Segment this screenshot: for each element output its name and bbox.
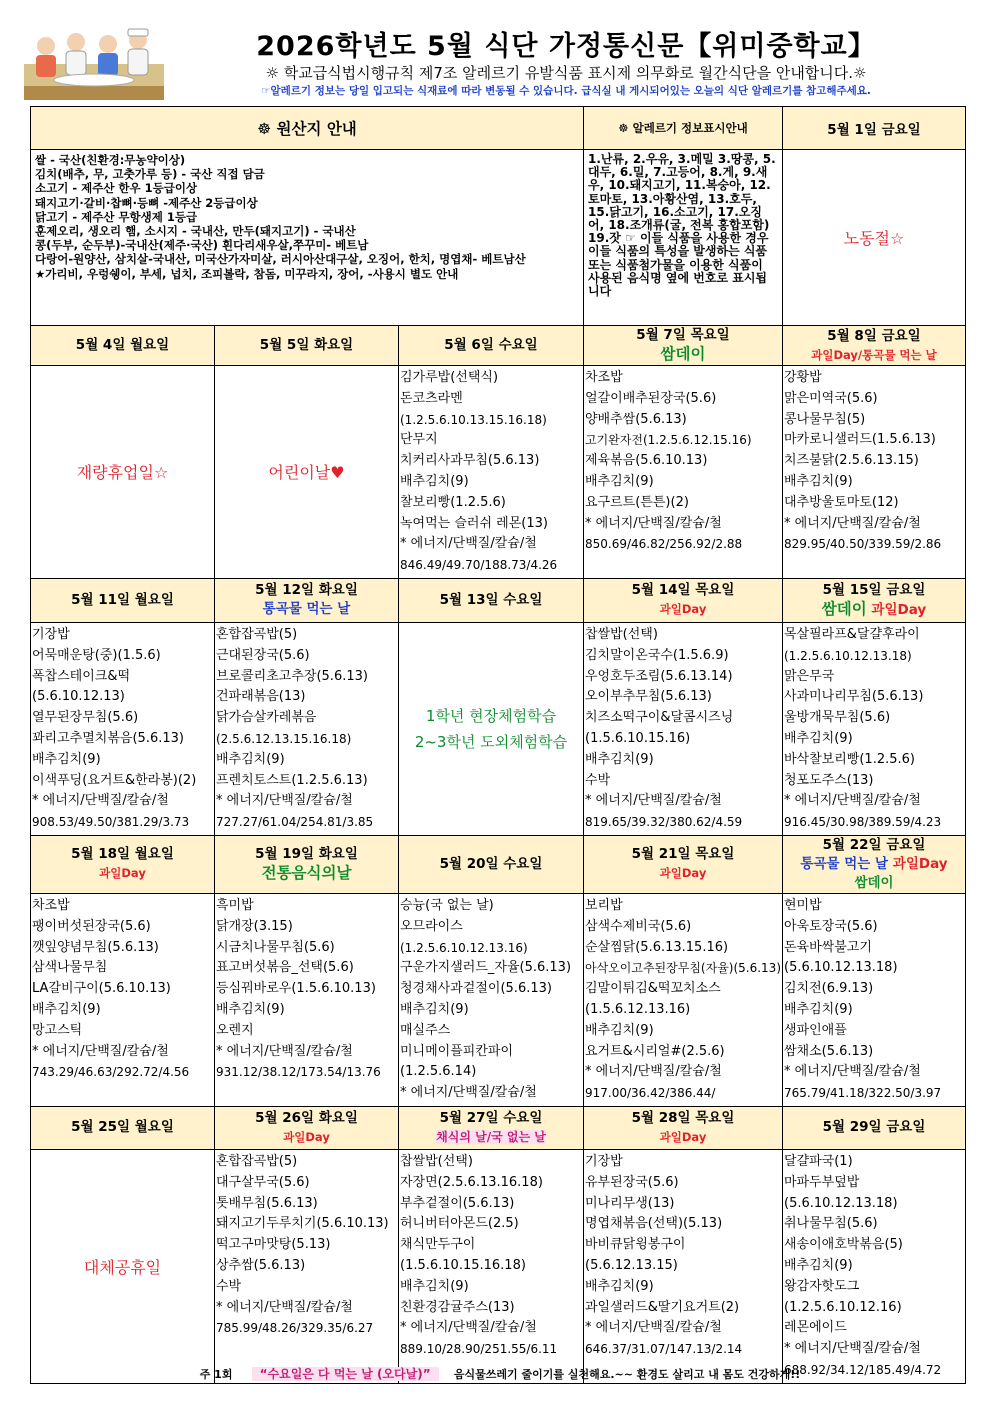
day-date: 5월 18일 월요일 — [71, 846, 174, 863]
allergy-heading: ☸ 알레르기 정보표시안내 — [584, 107, 783, 150]
menu-item: 현미밥 — [784, 897, 822, 913]
menu-item: 부추겉절이(5.6.13) — [400, 1195, 515, 1211]
menu-item: 우엉호두조림(5.6.13.14) — [585, 668, 733, 684]
menu-item: 망고스틱 — [32, 1022, 83, 1038]
menu-item: 표고버섯볶음_선택(5.6) — [216, 960, 354, 976]
origin-line: 쌀 - 국산(친환경:무농약이상) — [35, 153, 186, 167]
menu-item: 허니버터아몬드(2.5) — [400, 1216, 519, 1232]
menu-item: LA갈비구이(5.6.10.13) — [32, 981, 171, 997]
day-header — [31, 835, 215, 893]
holiday-cell — [215, 366, 399, 579]
menu-item: 688.92/34.12/185.49/4.72 — [784, 1362, 942, 1377]
day-date: 5월 28일 목요일 — [631, 1109, 735, 1126]
menu-cell — [31, 622, 215, 835]
day-tag: 쌈데이 — [854, 874, 894, 891]
menu-item: 맑은무국 — [784, 668, 835, 684]
menu-item: 찰보리빵(1.2.5.6) — [400, 494, 506, 510]
menu-item: * 에너지/단백질/칼슘/철 — [585, 1320, 722, 1336]
menu-item: 강황밥 — [784, 370, 822, 385]
menu-item: 꽈리고추멸치볶음(5.6.13) — [32, 730, 184, 746]
day-tag: 과일Day — [659, 866, 707, 881]
menu-item: 889.10/28.90/251.55/6.11 — [400, 1342, 558, 1357]
menu-item: 908.53/49.50/381.29/3.73 — [32, 815, 190, 830]
day-date: 5월 11일 월요일 — [71, 591, 174, 608]
holiday-cell: 노동절☆ — [783, 150, 966, 326]
menu-item: 새송이애호박볶음(5) — [784, 1237, 903, 1253]
menu-item: 닭개장(3.15) — [216, 918, 293, 934]
menu-cell — [584, 366, 783, 579]
menu-cell — [399, 366, 584, 579]
menu-item: 850.69/46.82/256.92/2.88 — [585, 537, 743, 552]
day-tag: 전통음식의날 — [261, 863, 352, 882]
menu-item: * 에너지/단백질/칼슘/철 — [585, 515, 722, 531]
day-date: 5월 21일 목요일 — [631, 846, 735, 863]
menu-item: 보리밥 — [585, 897, 623, 913]
menu-item: 오이부추무침(5.6.13) — [585, 689, 712, 705]
menu-item: 배추김치(9) — [784, 730, 853, 746]
menu-item: 배추김치(9) — [400, 1001, 469, 1017]
menu-item: (1.2.5.6.10.13.15.16.18) — [400, 412, 547, 427]
menu-item: 청포도주스(13) — [784, 772, 874, 788]
day-tag: 과일Day — [659, 602, 707, 617]
menu-item: 돈코츠라멘 — [400, 390, 463, 406]
menu-item: 자장면(2.5.6.13.16.18) — [400, 1174, 543, 1190]
menu-item: 명엽채볶음(선택)(5.13) — [585, 1216, 723, 1232]
day-header — [399, 326, 584, 366]
menu-item: 727.27/61.04/254.81/3.85 — [216, 815, 374, 830]
day-header — [584, 1106, 783, 1149]
day-tag: 과일Day — [283, 1129, 330, 1144]
menu-item: 배추김치(9) — [585, 1022, 654, 1038]
menu-item: 요구르트(튼튼)(2) — [585, 494, 689, 510]
menu-item: 맑은미역국(5.6) — [784, 390, 878, 406]
menu-item: (2.5.6.12.13.15.16.18) — [216, 731, 352, 746]
menu-item: 배추김치(9) — [216, 1001, 285, 1017]
menu-cell — [399, 893, 584, 1106]
origin-line: 돼지고기·갈비·찹뼈·등뼈 -제주산 2등급이상 — [35, 195, 258, 210]
menu-item: 팽이버섯된장국(5.6) — [32, 918, 151, 934]
holiday-cell — [31, 366, 215, 579]
menu-item: 삼색나물무침 — [32, 960, 108, 976]
menu-item: 바삭찰보리빵(1.2.5.6) — [784, 751, 915, 767]
menu-item: 배추김치(9) — [32, 751, 101, 767]
origin-line: 다랑어-원양산, 삼치살-국내산, 미국산가자미살, 러시아산대구살, 오징어, 한치, 명엽채- 베트남산 — [35, 252, 526, 267]
day-header — [31, 578, 215, 622]
menu-item: 646.37/31.07/147.13/2.14 — [585, 1342, 743, 1357]
menu-item: 목살필라프&달걀후라이 — [784, 626, 920, 642]
menu-item: (1.2.5.6.10.12.16) — [784, 1299, 902, 1315]
menu-item: 등심꿔바로우(1.5.6.10.13) — [216, 981, 376, 997]
allergy-notice: ☼ 학교급식법시행규칙 제7조 알레르기 유발식품 표시제 의무화로 월간식단을 안내합니다.☼ — [265, 64, 867, 82]
menu-item: 찹쌀밥(선택) — [585, 626, 658, 642]
day-tag: 통곡물 먹는 날 — [800, 855, 889, 872]
day-header — [399, 1106, 584, 1149]
menu-item: 톳배무침(5.6.13) — [216, 1195, 318, 1211]
menu-item: * 에너지/단백질/칼슘/철 — [216, 793, 353, 809]
menu-item: (1.5.6.10.15.16) — [585, 730, 691, 746]
menu-item: 돈육바싹불고기 — [784, 939, 872, 955]
day-header — [584, 326, 783, 366]
menu-item: 유부된장국(5.6) — [585, 1174, 679, 1190]
menu-item: (1.5.6.10.15.16.18) — [400, 1257, 526, 1273]
menu-item: * 에너지/단백질/칼슘/철 — [784, 515, 921, 531]
menu-item: 흑미밥 — [216, 897, 254, 913]
menu-item: 배추김치(9) — [400, 473, 469, 489]
day-header — [584, 835, 783, 893]
day-date: 5월 6일 수요일 — [444, 337, 538, 353]
menu-item: 917.00/36.42/386.44/ — [585, 1086, 716, 1101]
menu-cell — [215, 622, 399, 835]
menu-item: 어묵매운탕(중)(1.5.6) — [32, 647, 161, 663]
day-header — [399, 835, 584, 893]
day-tag: 과일Day — [659, 1129, 707, 1144]
day-date: 5월 25일 월요일 — [71, 1119, 174, 1136]
menu-item: 배추김치(9) — [784, 473, 853, 489]
menu-item: 기장밥 — [32, 626, 70, 642]
menu-item: 바비큐닭윙봉구이 — [585, 1237, 686, 1253]
day-header — [783, 578, 966, 622]
menu-item: 울방개묵무침(5.6) — [784, 710, 891, 726]
menu-item: 마파두부덮밥 — [784, 1174, 860, 1190]
menu-item: 삼색수제비국(5.6) — [585, 918, 692, 934]
menu-item: (1.5.6.12.13.16) — [585, 1001, 691, 1017]
cafeteria-staff-illustration-icon — [24, 24, 164, 100]
menu-item: 배추김치(9) — [32, 1001, 101, 1017]
allergy-subnotice: ☞알레르기 정보는 당일 입고되는 식재료에 따라 변동될 수 있습니다. 급식실 내 게시되어있는 오늘의 식단 알레르기를 참고해주세요. — [261, 85, 871, 97]
day-tag: 과일Day — [99, 866, 146, 881]
day-date: 5월 26일 화요일 — [255, 1109, 358, 1126]
menu-item: 대추방울토마토(12) — [784, 494, 899, 510]
day-date: 5월 15일 금요일 — [822, 581, 926, 598]
event-cell — [399, 622, 584, 835]
menu-item: 치즈소떡구이&달콤시즈닝 — [585, 710, 734, 726]
menu-cell — [215, 1149, 399, 1383]
day-header — [31, 326, 215, 366]
menu-item: (5.6.10.12.13.18) — [784, 1195, 898, 1211]
day-date: 5월 4일 월요일 — [75, 337, 170, 353]
menu-item: 청경채사과겉절이(5.6.13) — [400, 981, 552, 997]
origin-line: ★가리비, 우렁쉥이, 부세, 넙치, 조피볼락, 참돔, 미꾸라지, 장어, -사용시 별도 안내 — [35, 266, 459, 281]
day-date: 5월 20일 수요일 — [439, 855, 543, 872]
menu-item: 취나물무침(5.6) — [784, 1216, 878, 1232]
day-date: 5월 5일 화요일 — [259, 337, 354, 353]
holiday-label: 재량휴업일☆ — [76, 463, 169, 483]
menu-item: 오므라이스 — [400, 918, 463, 934]
menu-item: * 에너지/단백질/칼슘/철 — [32, 793, 169, 809]
day-date: 5월 27일 수요일 — [439, 1109, 543, 1126]
origin-heading: ☸ 원산지 안내 — [31, 107, 584, 150]
menu-item: 닭가슴살카레볶음 — [216, 710, 317, 726]
menu-item: 배추김치(9) — [216, 751, 285, 767]
day-tag: 채식의 날/국 없는 날 — [436, 1129, 546, 1144]
menu-item: * 에너지/단백질/칼슘/철 — [585, 793, 722, 809]
day-header — [215, 578, 399, 622]
menu-item: 채식만두구이 — [400, 1237, 476, 1253]
origin-info — [31, 150, 584, 326]
menu-item: (1.2.5.6.10.12.13.16) — [400, 940, 528, 955]
menu-cell — [783, 1149, 966, 1383]
menu-item: 김가루밥(선택식) — [400, 370, 499, 385]
day-header — [783, 326, 966, 366]
day-header: 5월 1일 금요일 — [783, 107, 966, 150]
menu-item: 찹쌀밥(선택) — [400, 1153, 473, 1169]
menu-item: * 에너지/단백질/칼슘/철 — [400, 1085, 537, 1101]
menu-item: 깻잎양념무침(5.6.13) — [32, 939, 159, 955]
origin-line: 김치(배추, 무, 고춧가루 등) - 국산 직접 담금 — [35, 167, 265, 182]
menu-item: 배추김치(9) — [400, 1278, 469, 1294]
menu-item: 돼지고기두루치기(5.6.10.13) — [216, 1216, 389, 1232]
day-tag: 쌈데이 — [821, 599, 867, 618]
menu-item: 765.79/41.18/322.50/3.97 — [784, 1086, 942, 1101]
menu-item: 차조밥 — [32, 897, 70, 913]
menu-item: 오렌지 — [216, 1022, 254, 1038]
day-header — [783, 1106, 966, 1149]
day-date: 5월 19일 화요일 — [255, 845, 358, 862]
menu-item: 근대된장국(5.6) — [216, 647, 310, 663]
menu-item: 치즈불닭(2.5.6.13.15) — [784, 453, 919, 469]
menu-item: 마카로니샐러드(1.5.6.13) — [784, 432, 936, 448]
menu-item: 배추김치(9) — [585, 1278, 654, 1294]
holiday-cell — [31, 1149, 215, 1383]
day-header — [584, 578, 783, 622]
day-tag: 과일Day — [892, 855, 948, 872]
menu-item: * 에너지/단백질/칼슘/철 — [400, 1320, 537, 1336]
menu-item: 931.12/38.12/173.54/13.76 — [216, 1065, 381, 1080]
menu-item: 김말이튀김&떡꼬치소스 — [585, 981, 721, 997]
day-date: 5월 12일 화요일 — [255, 582, 358, 599]
menu-item: 미니메이플피칸파이 — [400, 1043, 514, 1059]
menu-item: 이색푸딩(요거트&한라봉)(2) — [32, 772, 197, 788]
menu-item: 상추쌈(5.6.13) — [216, 1257, 306, 1273]
footer-slogan: 주 1회 “수요일은 다 먹는 날 (오다날)” 음식물쓰레기 줄이기를 실천해요.~~ 환경도 살리고 내 몸도 건강하게!! — [199, 1367, 801, 1381]
menu-item: 김치말이온국수(1.5.6.9) — [585, 647, 729, 663]
day-tag: 과일Day/통곡물 먹는 날 — [811, 347, 937, 362]
menu-item: 김치전(6.9.13) — [784, 981, 874, 997]
origin-line: 훈제오리, 생오리 햄, 소시지 - 국내산, 만두(돼지고기) - 국내산 — [35, 224, 356, 239]
menu-item: 배추김치(9) — [585, 473, 654, 489]
menu-item: 배추김치(9) — [784, 1001, 853, 1017]
menu-item: 혼합잡곡밥(5) — [216, 626, 298, 642]
day-date: 5월 7일 목요일 — [636, 327, 730, 343]
day-tag: 통곡물 먹는 날 — [262, 601, 351, 618]
menu-item: 콩나물무침(5) — [784, 411, 866, 427]
holiday-label: 어린이날♥ — [268, 463, 345, 483]
menu-item: * 에너지/단백질/칼슘/철 — [585, 1064, 722, 1080]
menu-item: 폭찹스테이크&떡 — [32, 668, 131, 684]
menu-item: * 에너지/단백질/칼슘/철 — [32, 1043, 169, 1059]
menu-item: 승늉(국 없는 날) — [400, 897, 494, 913]
menu-item: 사과미나리무침(5.6.13) — [784, 689, 924, 705]
menu-item: 레몬에이드 — [784, 1320, 847, 1336]
menu-item: 순살찜닭(5.6.13.15.16) — [585, 939, 729, 955]
origin-line: 소고기 - 제주산 한우 1등급이상 — [35, 181, 198, 196]
menu-item: * 에너지/단백질/칼슘/철 — [400, 536, 537, 552]
menu-item: * 에너지/단백질/칼슘/철 — [784, 1064, 921, 1080]
menu-item: 785.99/48.26/329.35/6.27 — [216, 1321, 374, 1336]
menu-item: 매실주스 — [400, 1022, 451, 1038]
menu-item: 요거트&시리얼#(2.5.6) — [585, 1043, 725, 1059]
menu-item: (1.2.5.6.14) — [400, 1064, 477, 1080]
menu-cell — [584, 893, 783, 1106]
menu-item: 녹여먹는 슬러쉬 레몬(13) — [400, 515, 548, 531]
menu-cell — [783, 893, 966, 1106]
menu-cell — [31, 893, 215, 1106]
day-header — [215, 835, 399, 893]
day-header — [215, 1106, 399, 1149]
menu-item: 아욱토장국(5.6) — [784, 918, 878, 934]
menu-item: 구운가지샐러드_자율(5.6.13) — [400, 960, 572, 976]
menu-item: 819.65/39.32/380.62/4.59 — [585, 815, 743, 830]
menu-item: 쌈채소(5.6.13) — [784, 1043, 874, 1059]
menu-item: 건파래볶음(13) — [216, 689, 306, 705]
menu-item: 기장밥 — [585, 1153, 623, 1169]
menu-item: 916.45/30.98/389.59/4.23 — [784, 815, 942, 830]
origin-line: 콩(두부, 순두부)-국내산(제주·국산) 흰다리새우살,쭈꾸미- 베트남 — [35, 238, 369, 253]
menu-item: 제육볶음(5.6.10.13) — [585, 453, 708, 469]
menu-item: 열무된장무침(5.6) — [32, 710, 139, 726]
page-header — [24, 22, 968, 102]
menu-item: 829.95/40.50/339.59/2.86 — [784, 537, 942, 552]
menu-item: 수박 — [585, 772, 611, 788]
menu-item: 왕감자핫도그 — [784, 1278, 860, 1294]
menu-item: 차조밥 — [585, 370, 623, 385]
origin-line: 닭고기 - 제주산 무항생제 1등급 — [35, 209, 198, 224]
menu-item: 혼합잡곡밥(5) — [216, 1153, 298, 1169]
day-date: 5월 8일 금요일 — [827, 327, 921, 344]
wednesday-slogan: “수요일은 다 먹는 날 (오다날)” — [252, 1367, 439, 1381]
menu-cell — [215, 893, 399, 1106]
menu-item: 단무지 — [400, 432, 438, 448]
day-header — [215, 326, 399, 366]
day-header — [31, 1106, 215, 1149]
menu-item: 얼갈이배추된장국(5.6) — [585, 390, 717, 406]
menu-cell — [783, 366, 966, 579]
menu-cell — [399, 1149, 584, 1383]
menu-item: 시금치나물무침(5.6) — [216, 939, 335, 955]
event-label: 1학년 현장체험학습 — [425, 706, 557, 725]
menu-item: 친환경감귤주스(13) — [400, 1299, 515, 1315]
menu-item: 생파인애플 — [784, 1022, 847, 1038]
menu-item: 대구살무국(5.6) — [216, 1174, 310, 1190]
menu-item: 달걀파국(1) — [784, 1153, 853, 1169]
menu-item: 수박 — [216, 1278, 242, 1294]
menu-item: 양배추쌈(5.6.13) — [585, 411, 687, 427]
menu-item: 743.29/46.63/292.72/4.56 — [32, 1065, 190, 1080]
menu-item: (5.6.12.13.15) — [585, 1257, 678, 1273]
day-header — [399, 578, 584, 622]
menu-item: 미나리무생(13) — [585, 1195, 675, 1211]
menu-item: * 에너지/단백질/칼슘/철 — [216, 1043, 353, 1059]
menu-cell — [584, 1149, 783, 1383]
menu-item: 브로콜리초고추장(5.6.13) — [216, 668, 368, 684]
menu-item: * 에너지/단백질/칼슘/철 — [784, 793, 921, 809]
day-date: 5월 29일 금요일 — [822, 1119, 926, 1136]
menu-item: 과일샐러드&딸기요거트(2) — [585, 1299, 740, 1315]
event-label: 2~3학년 도외체험학습 — [414, 732, 568, 751]
monthly-menu-table — [30, 106, 966, 1384]
menu-item: * 에너지/단백질/칼슘/철 — [784, 1341, 921, 1357]
day-date: 5월 14일 목요일 — [631, 582, 735, 599]
menu-item: 프렌치토스트(1.2.5.6.13) — [216, 772, 368, 788]
menu-item: 치커리사과무침(5.6.13) — [400, 453, 540, 469]
menu-item: 고기완자전(1.2.5.6.12.15.16) — [585, 433, 752, 448]
day-date: 5월 13일 수요일 — [439, 591, 543, 608]
menu-item: 846.49/49.70/188.73/4.26 — [400, 558, 558, 573]
menu-cell — [783, 622, 966, 835]
day-tag: 쌈데이 — [660, 345, 706, 363]
holiday-label: 대체공휴일 — [83, 1257, 162, 1277]
menu-item: (1.2.5.6.10.12.13.18) — [784, 648, 912, 663]
menu-item: 떡고구마맛탕(5.13) — [216, 1237, 331, 1253]
page-title: 2026학년도 5월 식단 가정통신문【위미중학교】 — [256, 31, 876, 62]
day-date: 5월 22일 금요일 — [822, 836, 926, 853]
menu-item: 아삭오이고추된장무침(자율)(5.6.13) — [585, 961, 781, 976]
menu-cell — [584, 622, 783, 835]
menu-item: (5.6.10.12.13) — [32, 689, 125, 705]
menu-item: (5.6.10.12.13.18) — [784, 960, 898, 976]
day-tag: 과일Day — [871, 601, 927, 618]
day-header — [783, 835, 966, 893]
allergy-info: 1.난류, 2.우유, 3.메밀 3.땅콩, 5.대두, 6.밀, 7.고등어, 8.게, 9.새우, 10.돼지고기, 11.복숭아, 12.토마토, 13.아황산염, 13.호두, 15.닭고기, 16.소고기, 17.오징어, 18.조개류(굴, 전복 홍합포함) 19.잣 ☞ 이들 식품을 사용한 경우 이들 식품의 특성을 발생하는 식품 또는 식품첨가물을 이용한 식품이 사용된 음식명 옆에 번호로 표시됩니다 — [584, 150, 783, 326]
menu-item: * 에너지/단백질/칼슘/철 — [216, 1299, 353, 1315]
menu-item: 배추김치(9) — [784, 1257, 853, 1273]
menu-item: 배추김치(9) — [585, 751, 654, 767]
